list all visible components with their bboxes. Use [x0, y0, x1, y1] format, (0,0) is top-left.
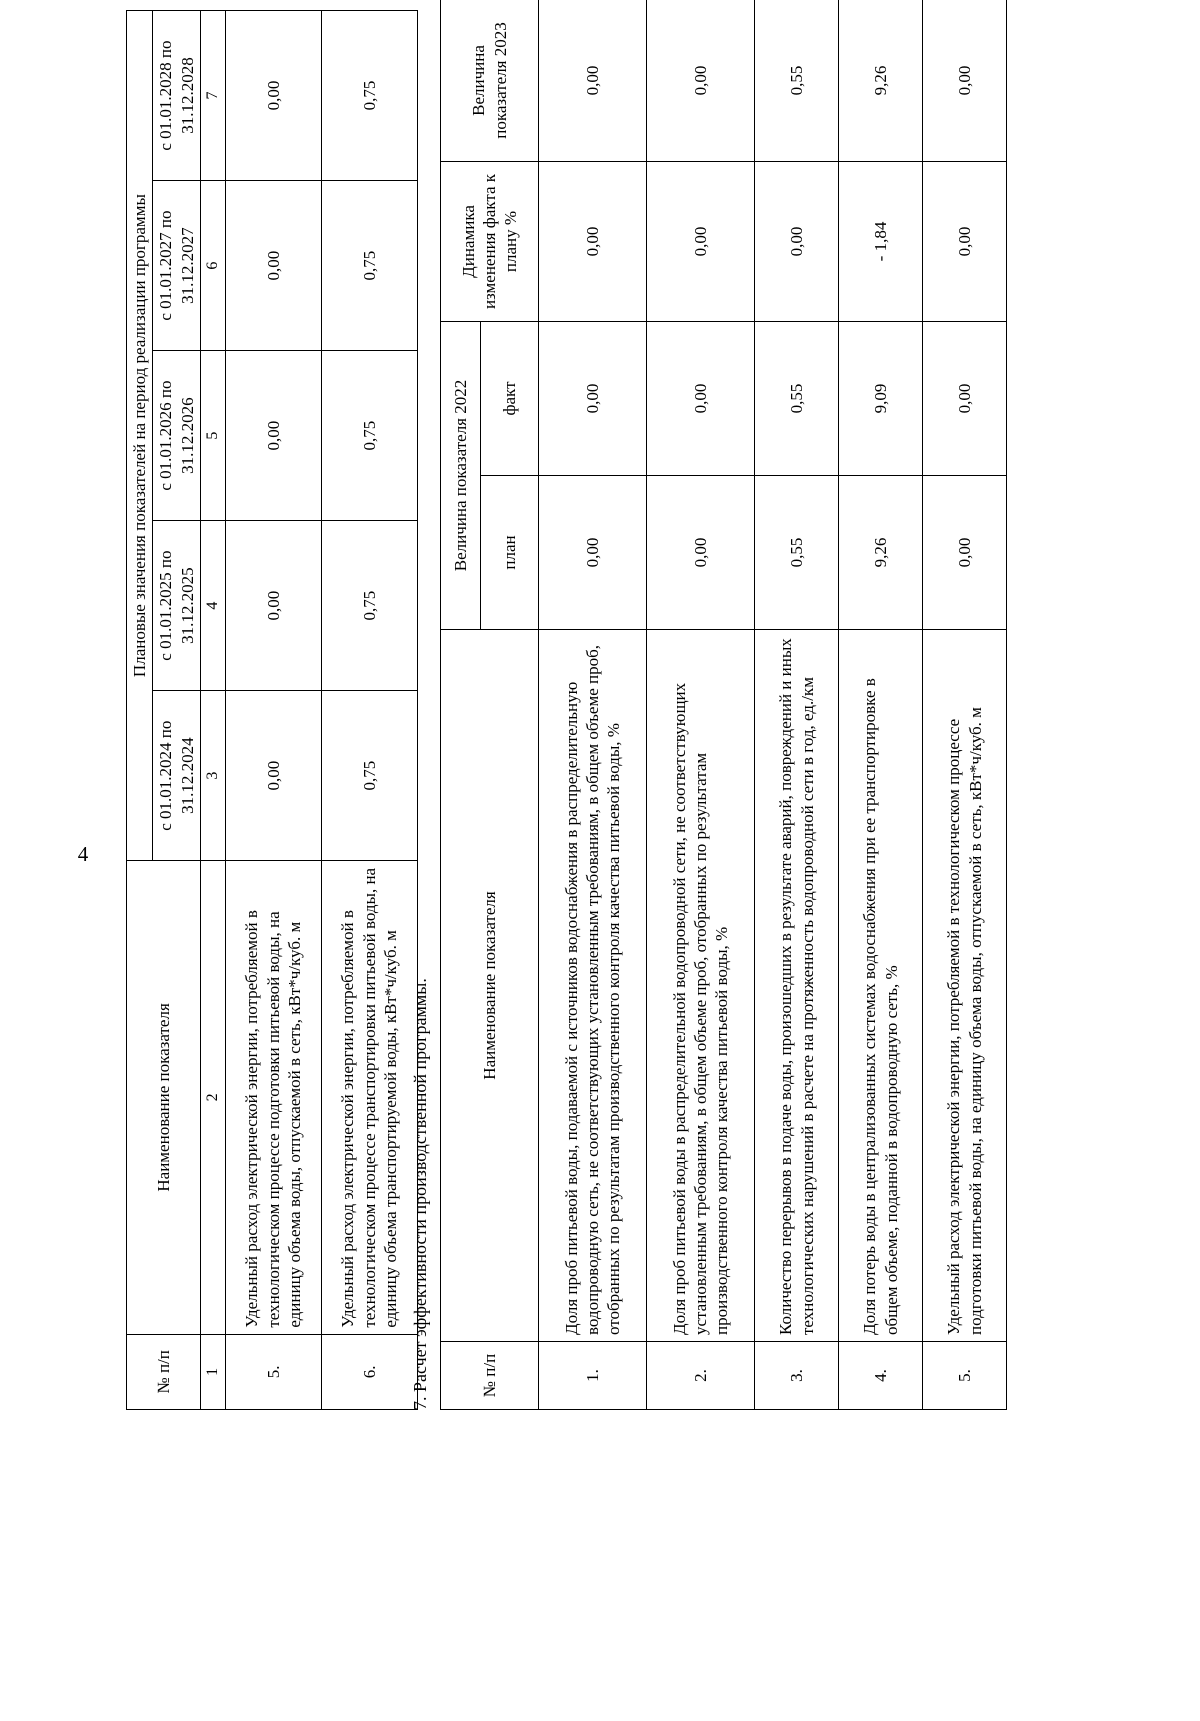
row-plan: 0,00 — [539, 476, 647, 630]
row-name: Удельный расход электрической энергии, потребляемой в технологическом процессе подготовки питьевой воды, на единицу объема воды, отпускаемой в сеть, кВт*ч/куб. м — [923, 630, 1007, 1342]
row-value-2023: 0,00 — [539, 0, 647, 162]
header-name: Наименование показателя — [127, 861, 201, 1335]
header-plan: план — [481, 476, 539, 630]
row-num: 6. — [321, 1334, 417, 1409]
row-name: Количество перерывов в подаче воды, произошедших в результате аварий, повреждений и иных технологических нарушений в расчете на протяженность водопроводной сети в год, ед./км — [755, 630, 839, 1342]
table-row — [839, 0, 923, 1410]
header-name: Наименование показателя — [441, 630, 539, 1342]
row-value: 0,00 — [225, 691, 321, 861]
section-7-caption: 7. Расчет эффективности производственной программы. — [410, 978, 430, 1410]
row-num: 1. — [539, 1342, 647, 1410]
row-value: 0,75 — [321, 181, 417, 351]
table-row — [923, 0, 1007, 1410]
table-row — [647, 0, 755, 1410]
row-value: 0,00 — [225, 521, 321, 691]
row-value: 0,00 — [225, 181, 321, 351]
header-num: № п/п — [127, 1334, 201, 1409]
row-fact: 9,09 — [839, 322, 923, 476]
row-num: 3. — [755, 1342, 839, 1410]
header-value-2023: Величина показателя 2023 — [441, 0, 539, 162]
row-value: 0,75 — [321, 691, 417, 861]
header-period-2027: с 01.01.2027 по 31.12.2027 — [153, 181, 201, 351]
header-period-2024: с 01.01.2024 по 31.12.2024 — [153, 691, 201, 861]
row-value-2023: 0,00 — [923, 0, 1007, 162]
row-fact: 0,00 — [923, 322, 1007, 476]
row-dynamics: - 1,84 — [839, 162, 923, 322]
row-dynamics: 0,00 — [647, 162, 755, 322]
col-number: 3 — [200, 691, 225, 861]
page-number: 4 — [77, 842, 89, 866]
header-value-2022: Величина показателя 2022 — [441, 322, 481, 630]
header-period-2028: с 01.01.2028 по 31.12.2028 — [153, 11, 201, 181]
header-num: № п/п — [441, 1342, 539, 1410]
row-fact: 0,00 — [539, 322, 647, 476]
row-value: 0,75 — [321, 351, 417, 521]
efficiency-table — [440, 0, 1007, 1410]
col-number: 1 — [200, 1334, 225, 1409]
table-row — [539, 0, 647, 1410]
row-name: Доля проб питьевой воды в распределительной водопроводной сети, не соответствующих установленным требованиям, в общем объеме проб, отобранных по результатам производственного контроля качества питьевой воды, % — [647, 630, 755, 1342]
row-num: 5. — [923, 1342, 1007, 1410]
header-period-2025: с 01.01.2025 по 31.12.2025 — [153, 521, 201, 691]
row-fact: 0,00 — [647, 322, 755, 476]
header-planned-group: Плановые значения показателей на период реализации программы — [127, 11, 153, 861]
row-name: Удельный расход электрической энергии, потребляемой в технологическом процессе подготовки питьевой воды, на единицу объема воды, отпускаемой в сеть, кВт*ч/куб. м — [225, 861, 321, 1335]
row-plan: 0,55 — [755, 476, 839, 630]
row-value: 0,00 — [225, 11, 321, 181]
header-fact: факт — [481, 322, 539, 476]
col-number: 6 — [200, 181, 225, 351]
row-value: 0,75 — [321, 11, 417, 181]
planned-indicators-table — [126, 10, 418, 1410]
col-number: 4 — [200, 521, 225, 691]
row-plan: 9,26 — [839, 476, 923, 630]
table-row — [321, 11, 417, 1410]
row-value-2023: 9,26 — [839, 0, 923, 162]
col-number: 5 — [200, 351, 225, 521]
row-value: 0,75 — [321, 521, 417, 691]
row-name: Удельный расход электрической энергии, потребляемой в технологическом процессе транспортировки питьевой воды, на единицу объема транспортируемой воды, кВт*ч/куб. м — [321, 861, 417, 1335]
row-value-2023: 0,00 — [647, 0, 755, 162]
row-num: 2. — [647, 1342, 755, 1410]
row-name: Доля проб питьевой воды, подаваемой с источников водоснабжения в распределительную водопроводную сеть, не соответствующих установленным требованиям, в общем объеме проб, отобранных по результатам производственного контроля качества питьевой воды, % — [539, 630, 647, 1342]
row-dynamics: 0,00 — [539, 162, 647, 322]
row-plan: 0,00 — [647, 476, 755, 630]
table-row — [755, 0, 839, 1410]
row-num: 4. — [839, 1342, 923, 1410]
header-period-2026: с 01.01.2026 по 31.12.2026 — [153, 351, 201, 521]
row-value-2023: 0,55 — [755, 0, 839, 162]
row-num: 5. — [225, 1334, 321, 1409]
row-fact: 0,55 — [755, 322, 839, 476]
col-number: 2 — [200, 861, 225, 1335]
row-value: 0,00 — [225, 351, 321, 521]
row-plan: 0,00 — [923, 476, 1007, 630]
row-dynamics: 0,00 — [755, 162, 839, 322]
rotated-content — [118, 0, 1038, 1420]
header-dynamics: Динамика изменения факта к плану % — [441, 162, 539, 322]
row-name: Доля потерь воды в централизованных системах водоснабжения при ее транспортировке в общем объеме, поданной в водопроводную сеть, % — [839, 630, 923, 1342]
table-row — [225, 11, 321, 1410]
row-dynamics: 0,00 — [923, 162, 1007, 322]
col-number: 7 — [200, 11, 225, 181]
